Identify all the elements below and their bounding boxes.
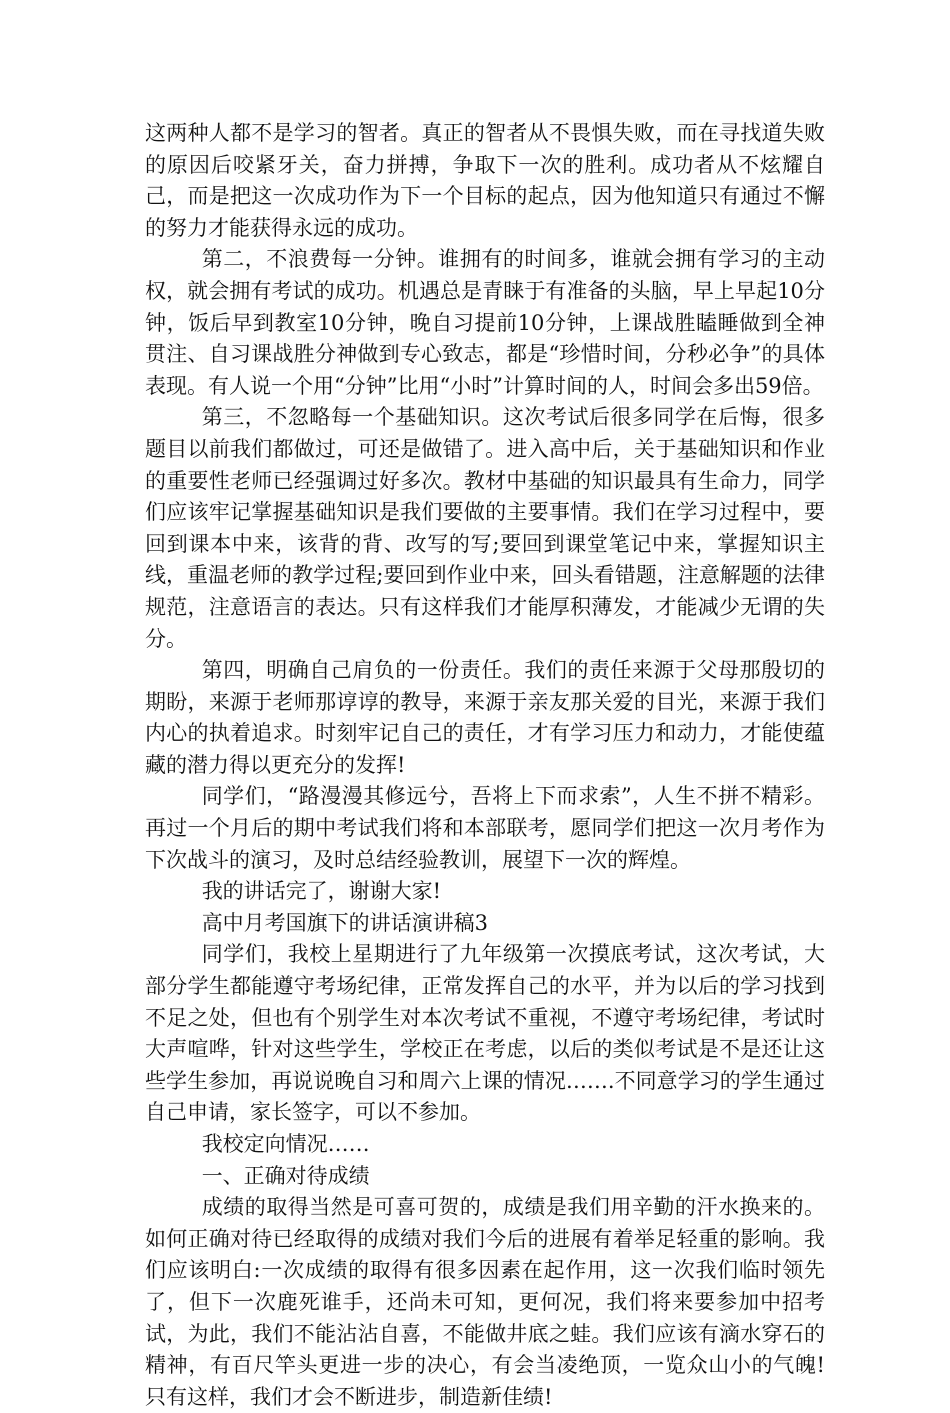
paragraph-4: 第四，明确自己肩负的一份责任。我们的责任来源于父母那殷切的期盼，来源于老师那谆谆的教导，来源于亲友那关爱的目光，来源于我们内心的执着追求。时刻牢记自己的责任，才有学习压力和动力，才能使蕴藏的潜力得以更充分的发挥!	[145, 658, 825, 777]
paragraph-1: 这两种人都不是学习的智者。真正的智者从不畏惧失败，而在寻找道失败的原因后咬紧牙关，奋力拼搏，争取下一次的胜利。成功者从不炫耀自己，而是把这一次成功作为下一个目标的起点，因为他知道只有通过不懈的努力才能获得永远的成功。	[145, 121, 825, 240]
subheading: 一、正确对待成绩	[201, 1163, 370, 1188]
paragraph-8: 成绩的取得当然是可喜可贺的，成绩是我们用辛勤的汗水换来的。如何正确对待已经取得的成绩对我们今后的进展有着举足轻重的影响。我们应该明白:一次成绩的取得有很多因素在起作用，这一次我们临时领先了，但下一次鹿死谁手，还尚未可知，更何况，我们将来要参加中招考试，为此，我们不能沾沾自喜，不能做井底之蛙。我们应该有滴水穿石的精神，有百尺竿头更进一步的决心，有会当凌绝顶，一览众山小的气魄!只有这样，我们才会不断进步，制造新佳绩!	[145, 1195, 825, 1409]
paragraph-6: 同学们，我校上星期进行了九年级第一次摸底考试，这次考试，大部分学生都能遵守考场纪律，正常发挥自己的水平，并为以后的学习找到不足之处，但也有个别学生对本次考试不重视，不遵守考场纪律，考试时大声喧哗，针对这些学生，学校正在考虑，以后的类似考试是不是还让这些学生参加，再说说晚自习和周六上课的情况…….不同意学习的学生通过自己申请，家长签字，可以不参加。	[145, 942, 825, 1125]
paragraph-2: 第二，不浪费每一分钟。谁拥有的时间多，谁就会拥有学习的主动权，就会拥有考试的成功。机遇总是青睐于有准备的头脑，早上早起10分钟，饭后早到教室10分钟，晚自习提前10分钟，上课战胜瞌睡做到全神贯注、自习课战胜分神做到专心致志，都是“珍惜时间，分秒必争”的具体表现。有人说一个用“分钟”比用“小时”计算时间的人，时间会多出59倍。	[145, 247, 825, 398]
paragraph-3: 第三，不忽略每一个基础知识。这次考试后很多同学在后悔，很多题目以前我们都做过，可还是做错了。进入高中后，关于基础知识和作业的重要性老师已经强调过好多次。教材中基础的知识最具有生命力，同学们应该牢记掌握基础知识是我们要做的主要事情。我们在学习过程中，要回到课本中来，该背的背、改写的写;要回到课堂笔记中来，掌握知识主线，重温老师的教学过程;要回到作业中来，回头看错题，注意解题的法律规范，注意语言的表达。只有这样我们才能厚积薄发，才能减少无谓的失分。	[145, 405, 825, 651]
document-body	[145, 118, 825, 1413]
paragraph-5: 同学们，“路漫漫其修远兮，吾将上下而求索”，人生不拼不精彩。再过一个月后的期中考试我们将和本部联考，愿同学们把这一次月考作为下次战斗的演习，及时总结经验教训，展望下一次的辉煌。	[145, 784, 825, 872]
section-title: 高中月考国旗下的讲话演讲稿3	[201, 910, 489, 935]
closing-line: 我的讲话完了，谢谢大家!	[201, 879, 442, 904]
paragraph-7: 我校定向情况……	[201, 1132, 370, 1156]
